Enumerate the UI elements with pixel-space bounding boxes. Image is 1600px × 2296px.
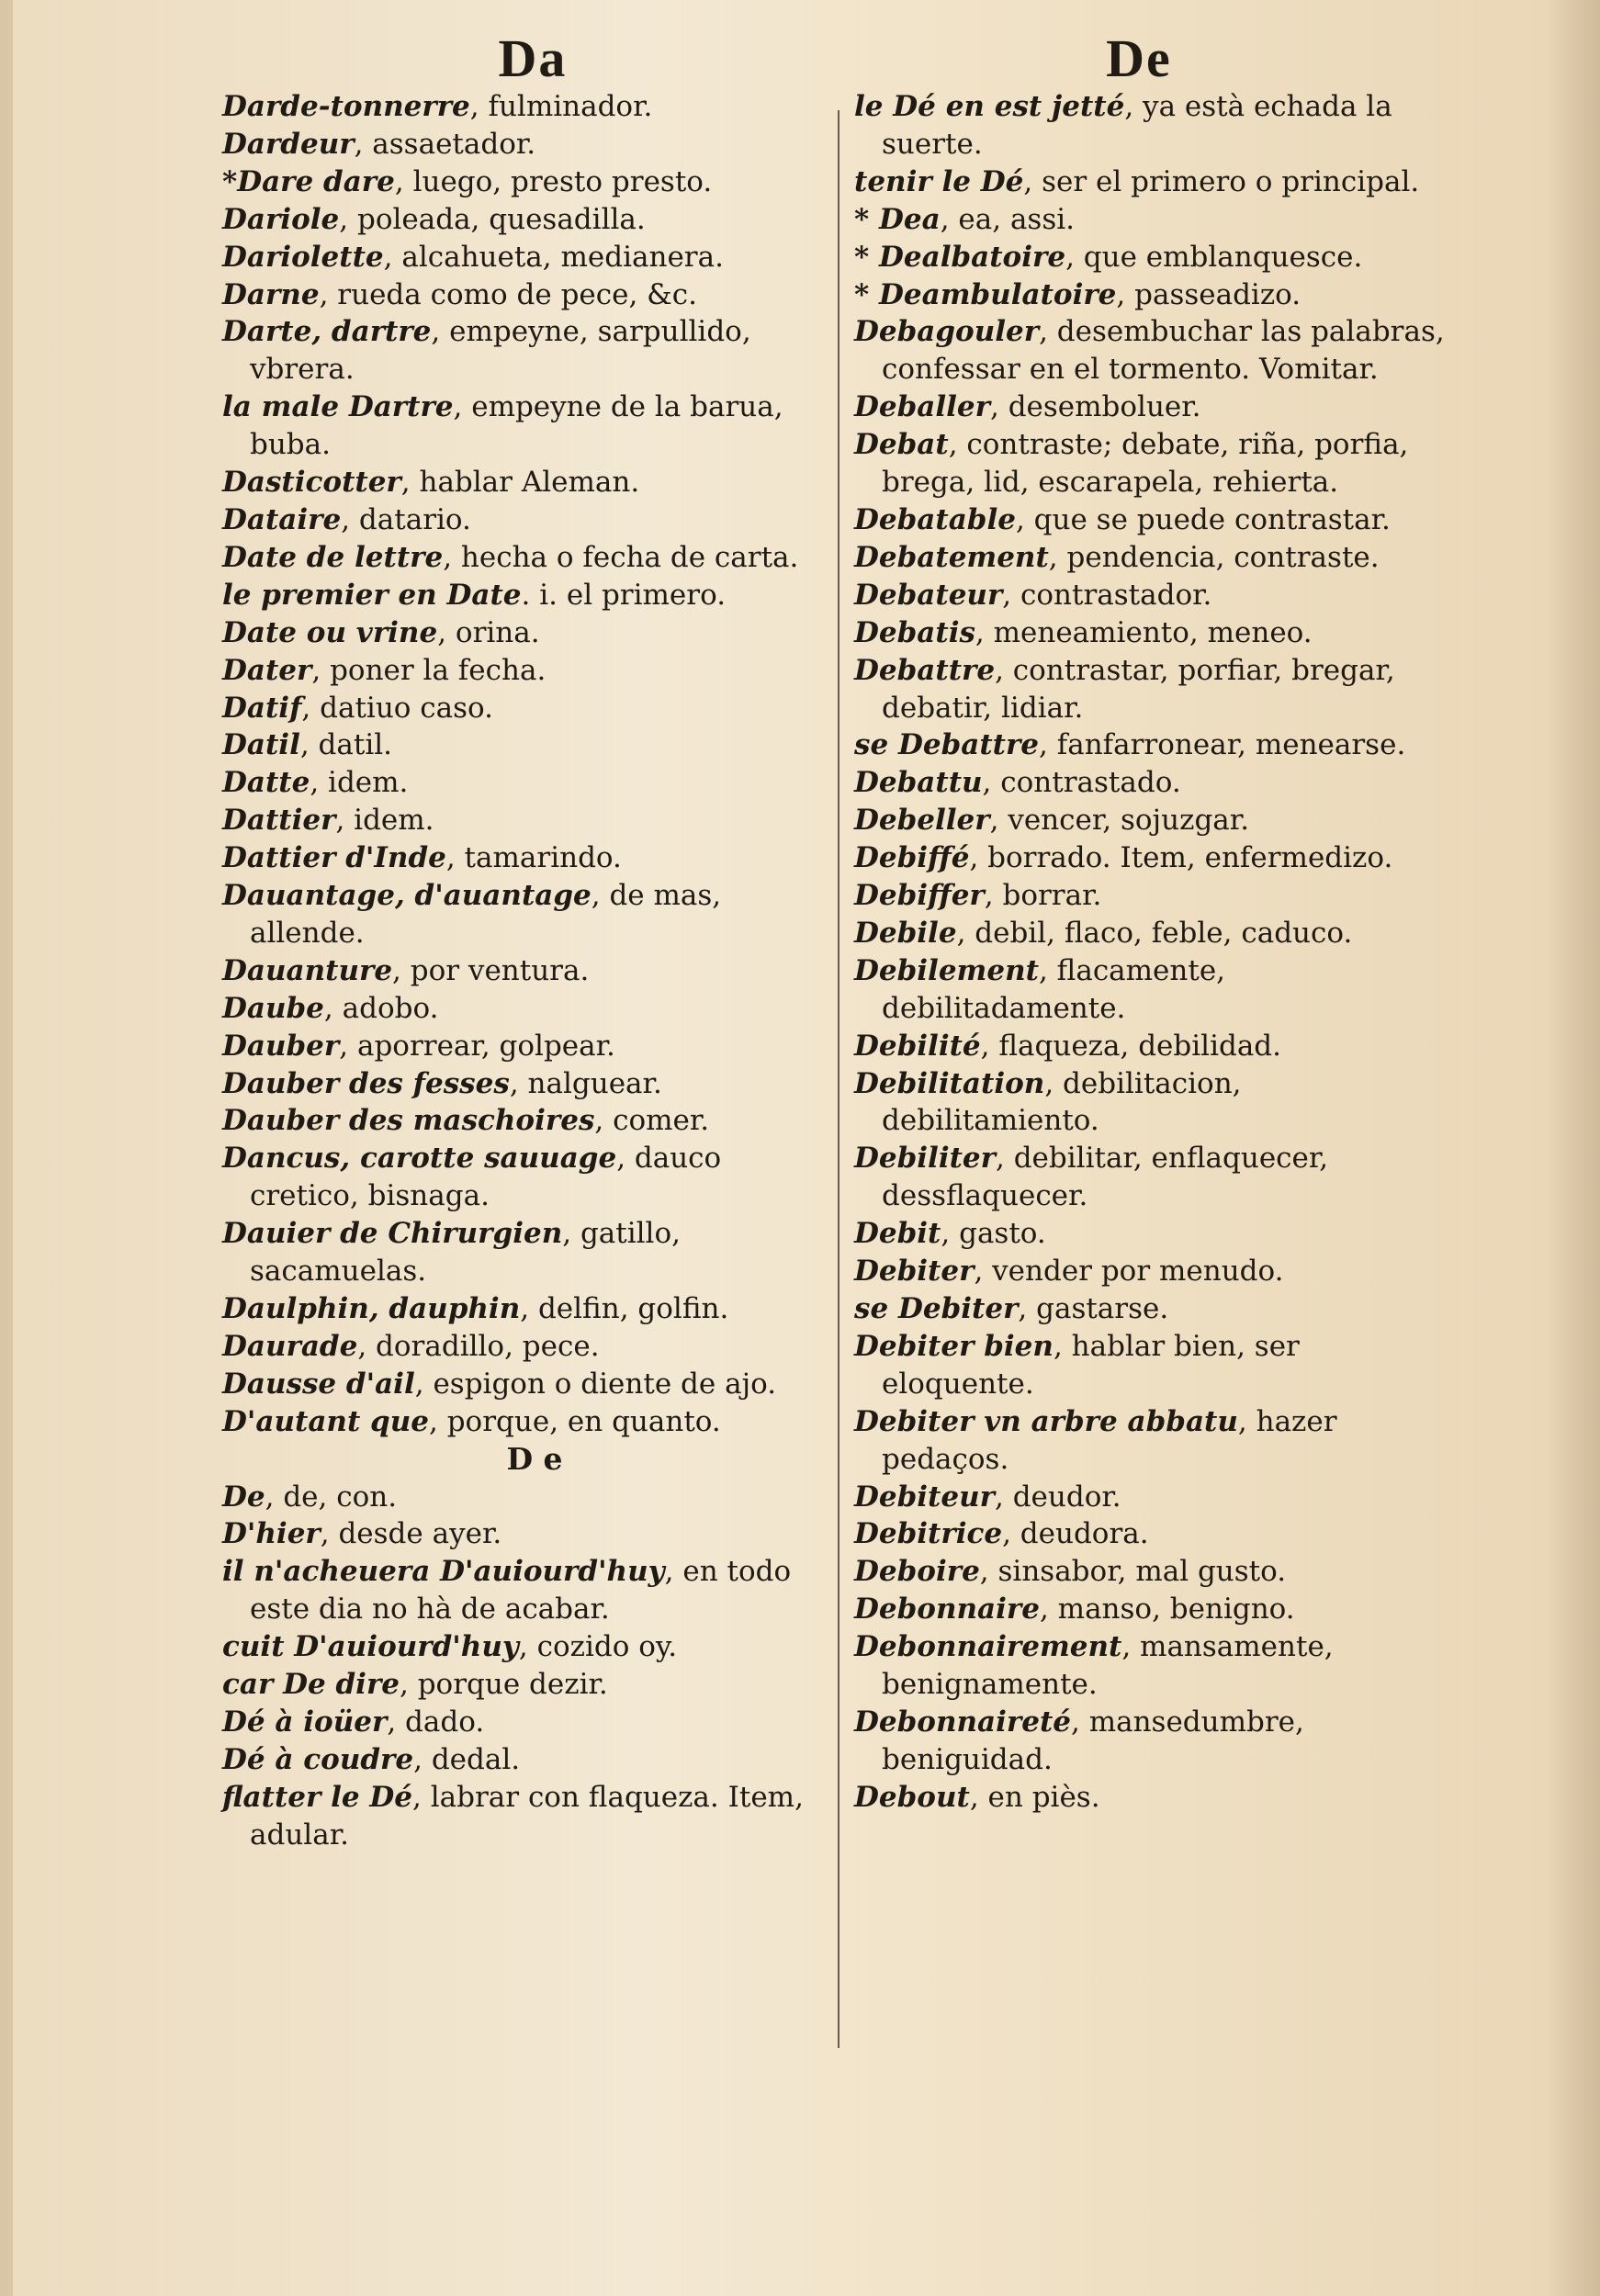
dictionary-entry: [854, 201, 1460, 239]
entry-definition: , debilitacion, debilitamiento.: [882, 1066, 1242, 1138]
entry-definition: , debil, flaco, feble, caduco.: [956, 916, 1353, 950]
dictionary-entry: [222, 1628, 828, 1666]
entry-definition: , empeyne, sarpullido, vbrera.: [250, 315, 751, 387]
entry-headword: la male Dartre: [222, 390, 454, 424]
entry-headword: Darte, dartre: [222, 315, 432, 349]
entry-headword: Debitrice: [854, 1517, 1003, 1551]
dictionary-entry: [222, 313, 828, 388]
dictionary-entry: [854, 764, 1460, 802]
entry-headword: Dattier: [222, 804, 336, 838]
dictionary-entry: [222, 1553, 828, 1628]
entry-headword: Dariole: [222, 202, 340, 236]
entry-headword: Deboire: [854, 1555, 980, 1589]
left-entries-de: [222, 1479, 828, 1854]
dictionary-entry: [854, 1403, 1460, 1479]
dictionary-entry: [222, 952, 828, 990]
entry-headword: Debat: [854, 428, 949, 462]
dictionary-entry: [854, 1779, 1460, 1817]
entry-definition: , gatillo, sacamuelas.: [250, 1217, 681, 1289]
entry-definition: , rueda como de pece, &c.: [319, 277, 697, 311]
entry-definition: , datil.: [299, 728, 393, 762]
entry-definition: , debilitar, enflaquecer, dessflaquecer.: [882, 1142, 1329, 1213]
entry-definition: , flacamente, debilitadamente.: [882, 953, 1226, 1025]
entry-definition: , ya està echada la suerte.: [882, 90, 1392, 161]
dictionary-entry: [854, 1515, 1460, 1553]
dictionary-entry: [222, 1290, 828, 1328]
entry-headword: cuit D'auiourd'huy: [222, 1630, 519, 1664]
dictionary-entry: [222, 276, 828, 314]
entry-headword: Debonnairement: [854, 1630, 1122, 1664]
entry-headword: D'autant que: [222, 1404, 429, 1438]
entry-definition: , de, con.: [265, 1480, 398, 1514]
dictionary-entry: [854, 1328, 1460, 1403]
entry-definition: , contrastado.: [982, 766, 1181, 800]
dictionary-entry: [854, 726, 1460, 764]
entry-headword: Dauber des fesses: [222, 1066, 510, 1100]
entry-definition: , fanfarronear, menearse.: [1039, 728, 1406, 762]
dictionary-entry: [854, 388, 1460, 426]
dictionary-entry: [222, 1028, 828, 1065]
dictionary-entry: [222, 1140, 828, 1215]
dictionary-entry: [222, 88, 828, 126]
entry-definition: , poleada, quesadilla.: [339, 202, 646, 236]
dictionary-entry: [222, 1479, 828, 1516]
dictionary-entry: [222, 1065, 828, 1103]
entry-headword: Dauber des maschoires: [222, 1104, 595, 1138]
entry-definition: , orina.: [437, 615, 540, 649]
entry-headword: Dancus, carotte sauuage: [222, 1142, 617, 1176]
dictionary-entry: [854, 1215, 1460, 1253]
dictionary-entry: [222, 501, 828, 539]
dictionary-entry: [854, 877, 1460, 915]
entry-definition: , idem.: [310, 766, 409, 800]
entry-headword: De: [222, 1480, 265, 1514]
entry-headword: Date ou vrine: [222, 615, 438, 649]
entry-definition: , por ventura.: [392, 953, 590, 987]
entry-headword: car De dire: [222, 1668, 400, 1702]
entry-definition: , adobo.: [323, 991, 439, 1025]
entry-headword: Daube: [222, 991, 324, 1025]
entry-headword: * Deambulatoire: [854, 277, 1117, 311]
dictionary-entry: [222, 802, 828, 839]
entry-definition: , espigon o diente de ajo.: [414, 1367, 777, 1401]
dictionary-entry: [854, 1253, 1460, 1290]
entry-definition: , fulminador.: [469, 90, 653, 123]
dictionary-entry: [854, 276, 1460, 314]
dictionary-entry: [854, 915, 1460, 952]
entry-headword: Debattre: [854, 653, 996, 687]
entry-headword: Debilitation: [854, 1066, 1045, 1100]
dictionary-entry: [222, 764, 828, 802]
dictionary-entry: [222, 1328, 828, 1366]
entry-headword: Debonnaireté: [854, 1705, 1071, 1739]
right-column: [854, 88, 1460, 1817]
entry-definition: , doradillo, pece.: [357, 1329, 600, 1363]
entry-headword: tenir le Dé: [854, 164, 1024, 198]
dictionary-entry: [222, 990, 828, 1028]
entry-definition: , passeadizo.: [1116, 277, 1301, 311]
entry-definition: , dedal.: [413, 1742, 521, 1776]
entry-headword: Dauier de Chirurgien: [222, 1217, 563, 1251]
page-edge-strip: [0, 0, 13, 2296]
dictionary-entry: [854, 577, 1460, 614]
entry-definition: , deudora.: [1002, 1517, 1149, 1551]
entry-definition: , flaqueza, debilidad.: [980, 1029, 1282, 1063]
entry-headword: * Dea: [854, 202, 941, 236]
dictionary-entry: [222, 539, 828, 577]
entry-definition: , ser el primero o principal.: [1023, 164, 1420, 198]
dictionary-entry: [222, 577, 828, 614]
dictionary-entry: [854, 1140, 1460, 1215]
dictionary-entry: [222, 1779, 828, 1854]
dictionary-entry: [222, 239, 828, 276]
entry-definition: , vencer, sojuzgar.: [989, 804, 1250, 838]
dictionary-entry: [854, 163, 1460, 201]
entry-definition: , labrar con flaqueza. Item, adular.: [250, 1780, 804, 1851]
entry-definition: , datiuo caso.: [301, 691, 494, 725]
entry-headword: Debiter vn arbre abbatu: [854, 1404, 1238, 1438]
entry-headword: Deballer: [854, 390, 990, 424]
entry-headword: se Debattre: [854, 728, 1040, 762]
entry-definition: , desembuchar las palabras, confessar en el tormento. Vomitar.: [882, 315, 1445, 387]
entry-definition: , hazer pedaços.: [882, 1404, 1337, 1476]
entry-headword: Daulphin, dauphin: [222, 1292, 521, 1325]
entry-headword: Debiter bien: [854, 1329, 1054, 1363]
entry-headword: Dé à ioüer: [222, 1705, 388, 1739]
dictionary-entry: [222, 1741, 828, 1779]
dictionary-entry: [222, 1515, 828, 1553]
entry-definition: , porque, en quanto.: [429, 1404, 721, 1438]
entry-headword: Debatis: [854, 615, 975, 649]
entry-headword: Debout: [854, 1780, 970, 1814]
entry-headword: Debiffé: [854, 841, 970, 875]
entry-headword: Debit: [854, 1217, 941, 1251]
entry-headword: Datte: [222, 766, 310, 800]
entry-definition: , contrastador.: [1002, 578, 1212, 612]
entry-definition: , poner la fecha.: [311, 653, 546, 687]
entry-headword: Debilité: [854, 1029, 981, 1063]
entry-headword: le Dé en est jetté: [854, 90, 1125, 123]
dictionary-entry: [222, 163, 828, 201]
entry-headword: Debatable: [854, 502, 1016, 536]
entry-definition: , pendencia, contraste.: [1048, 540, 1380, 574]
entry-definition: , cozido oy.: [518, 1630, 678, 1664]
dictionary-entry: [222, 1704, 828, 1741]
entry-headword: Dasticotter: [222, 466, 401, 500]
dictionary-entry: [854, 839, 1460, 877]
entry-headword: Dattier d'Inde: [222, 841, 446, 875]
entry-definition: , sinsabor, mal gusto.: [979, 1555, 1287, 1589]
dictionary-entry: [854, 539, 1460, 577]
entry-definition: , hablar Aleman.: [400, 466, 640, 500]
dictionary-entry: [854, 952, 1460, 1028]
entry-headword: Daurade: [222, 1329, 358, 1363]
dictionary-entry: [222, 1215, 828, 1290]
entry-headword: Darde-tonnerre: [222, 90, 470, 123]
entry-definition: , de mas, allende.: [250, 879, 722, 950]
entry-definition: , porque dezir.: [400, 1668, 608, 1702]
entry-headword: Debiteur: [854, 1480, 995, 1514]
dictionary-entry: [854, 1065, 1460, 1141]
entry-definition: , desde ayer.: [320, 1517, 502, 1551]
entry-headword: le premier en Date: [222, 578, 522, 612]
entry-definition: , tamarindo.: [445, 841, 622, 875]
entry-headword: Debiter: [854, 1255, 975, 1289]
dictionary-entry: [222, 1102, 828, 1140]
dictionary-entry: [854, 313, 1460, 388]
entry-definition: . i. el primero.: [521, 578, 727, 612]
entry-headword: Datil: [222, 728, 300, 762]
dictionary-entry: [854, 1479, 1460, 1516]
entry-definition: , comer.: [594, 1104, 710, 1138]
running-head-left: Da: [498, 28, 568, 88]
entry-definition: , mansedumbre, beniguidad.: [882, 1705, 1304, 1776]
entry-headword: Darne: [222, 277, 320, 311]
dictionary-entry: [222, 1403, 828, 1441]
entry-headword: Debonnaire: [854, 1593, 1040, 1626]
entry-definition: , desemboluer.: [989, 390, 1201, 424]
dictionary-entry: [854, 614, 1460, 652]
entry-headword: * Dealbatoire: [854, 240, 1066, 274]
dictionary-entry: [222, 1366, 828, 1403]
page-edge-shadow: [1545, 0, 1600, 2296]
entry-definition: , delfin, golfin.: [520, 1292, 729, 1325]
entry-headword: Debiffer: [854, 879, 985, 913]
dictionary-entry: [222, 690, 828, 727]
entry-definition: , datario.: [341, 502, 471, 536]
running-head-right: De: [1106, 28, 1172, 88]
right-entries: [854, 88, 1460, 1817]
entry-headword: Date de lettre: [222, 540, 444, 574]
dictionary-entry: [222, 388, 828, 464]
left-column: [222, 88, 828, 1854]
entry-headword: Dataire: [222, 502, 342, 536]
dictionary-entry: [854, 652, 1460, 727]
dictionary-entry: [854, 1028, 1460, 1065]
entry-definition: , idem.: [335, 804, 434, 838]
entry-headword: Dater: [222, 653, 312, 687]
dictionary-entry: [854, 1553, 1460, 1591]
dictionary-entry: [222, 126, 828, 163]
dictionary-entry: [854, 1704, 1460, 1779]
entry-definition: , empeyne de la barua, buba.: [250, 390, 783, 462]
entry-headword: Debiliter: [854, 1142, 996, 1176]
dictionary-entry: [854, 426, 1460, 501]
entry-headword: Debeller: [854, 804, 990, 838]
entry-definition: , hablar bien, ser eloquente.: [882, 1329, 1300, 1401]
section-heading-de: D e: [506, 1440, 563, 1477]
dictionary-entry: [222, 877, 828, 952]
entry-headword: Datif: [222, 691, 302, 725]
entry-definition: , dauco cretico, bisnaga.: [250, 1142, 722, 1213]
dictionary-entry: [222, 652, 828, 690]
entry-definition: , en todo este dia no hà de acabar.: [250, 1555, 792, 1626]
entry-definition: , ea, assi.: [940, 202, 1076, 236]
entry-definition: , gasto.: [941, 1217, 1046, 1251]
entry-definition: , meneamiento, meneo.: [975, 615, 1313, 649]
entry-definition: , que emblanquesce.: [1065, 240, 1363, 274]
dictionary-entry: [222, 614, 828, 652]
dictionary-entry: [854, 239, 1460, 276]
dictionary-entry: [854, 1290, 1460, 1328]
entry-definition: , hecha o fecha de carta.: [443, 540, 799, 574]
entry-headword: Dariolette: [222, 240, 384, 274]
dictionary-entry: [222, 1666, 828, 1704]
dictionary-entry: [854, 1591, 1460, 1628]
entry-headword: Debateur: [854, 578, 1003, 612]
entry-definition: , mansamente, benignamente.: [882, 1630, 1334, 1702]
entry-definition: , vender por menudo.: [974, 1255, 1284, 1289]
entry-headword: Dé à coudre: [222, 1742, 414, 1776]
entry-headword: Debilement: [854, 953, 1039, 987]
entry-headword: Dardeur: [222, 127, 355, 161]
left-entries-da: [222, 88, 828, 1441]
dictionary-entry: [854, 1628, 1460, 1704]
entry-definition: , dado.: [387, 1705, 485, 1739]
dictionary-entry: [854, 501, 1460, 539]
entry-definition: , assaetador.: [354, 127, 536, 161]
entry-definition: , en piès.: [969, 1780, 1100, 1814]
entry-definition: , manso, benigno.: [1039, 1593, 1295, 1626]
entry-headword: Debattu: [854, 766, 983, 800]
dictionary-entry: [222, 464, 828, 501]
entry-headword: Debagouler: [854, 315, 1040, 349]
entry-definition: , que se puede contrastar.: [1015, 502, 1391, 536]
entry-headword: il n'acheuera D'auiourd'huy: [222, 1555, 665, 1589]
entry-headword: Dauantage, d'auantage: [222, 879, 592, 913]
entry-definition: , luego, presto presto.: [394, 164, 713, 198]
entry-definition: , contraste; debate, riña, porfia, brega, lid, escarapela, rehierta.: [882, 428, 1409, 500]
entry-headword: se Debiter: [854, 1292, 1019, 1325]
entry-headword: D'hier: [222, 1517, 321, 1551]
entry-headword: Dausse d'ail: [222, 1367, 415, 1401]
dictionary-entry: [222, 839, 828, 877]
entry-headword: flatter le Dé: [222, 1780, 413, 1814]
entry-definition: , deudor.: [994, 1480, 1121, 1514]
entry-headword: Dauber: [222, 1029, 340, 1063]
entry-definition: , borrar.: [984, 879, 1102, 913]
entry-headword: Debatement: [854, 540, 1049, 574]
entry-headword: *Dare dare: [222, 164, 395, 198]
dictionary-entry: [854, 88, 1460, 163]
dictionary-entry: [854, 802, 1460, 839]
entry-definition: , alcahueta, medianera.: [383, 240, 724, 274]
entry-definition: , aporrear, golpear.: [339, 1029, 615, 1063]
entry-definition: , nalguear.: [509, 1066, 662, 1100]
entry-definition: , gastarse.: [1018, 1292, 1169, 1325]
column-divider: [838, 110, 839, 2048]
dictionary-entry: [222, 726, 828, 764]
dictionary-entry: [222, 201, 828, 239]
entry-headword: Dauanture: [222, 953, 393, 987]
entry-definition: , borrado. Item, enfermedizo.: [969, 841, 1393, 875]
entry-definition: , contrastar, porfiar, bregar, debatir, lidiar.: [882, 653, 1395, 725]
entry-headword: Debile: [854, 916, 957, 950]
